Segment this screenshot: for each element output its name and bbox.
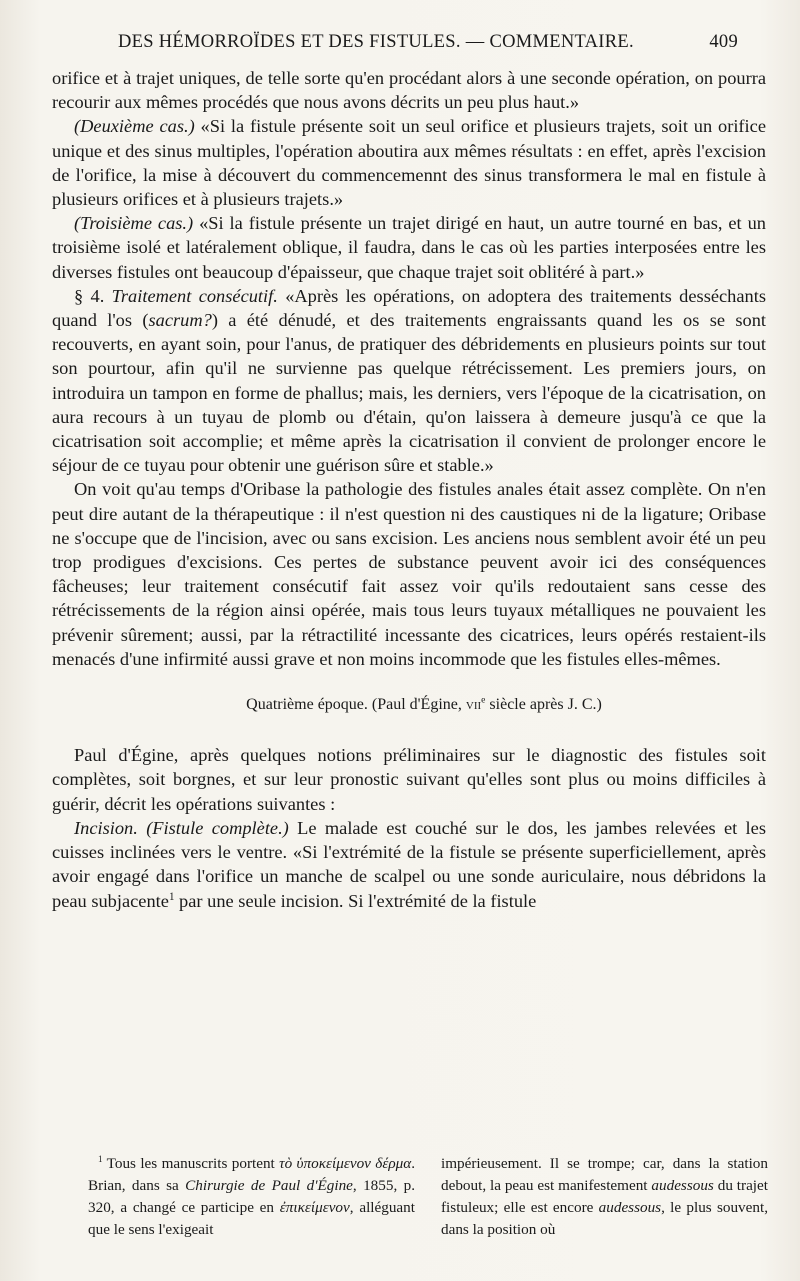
footnote-right-text-c: , le plus souvent, dans la position où <box>441 1199 768 1238</box>
case-2-label: (Deuxième cas.) <box>74 116 195 137</box>
footnote-column-right <box>441 1153 768 1241</box>
header-title: DES HÉMORROÏDES ET DES FISTULES. — COMMENTAIRE. <box>118 32 634 52</box>
paragraph-2 <box>52 114 766 211</box>
paragraph-7 <box>52 816 766 913</box>
paragraph-4-text-b: ) a été dénudé, et des traitements engraissants quand les os se sont recouverts, en ayant soin, pour l'anus, de pratiquer des débridements en plusieurs points sur tout son pourtour, afin qu'il ne survienne pas quelque rétrécissement. Les premiers jours, on introduira un tampon en forme de phallus; mais, les derniers, vers l'époque de la cicatrisation, on aura recours à un tuyau de plomb ou d'étain, qu'on laissera à demeure jusqu'à ce que la cicatrisation soit accomplie; et même après la cicatrisation il convient de prolonger encore le séjour de ce tuyau pour obtenir une guérison sûre et stable.» <box>52 310 766 476</box>
paragraph-7-text-a: Le malade est couché sur le dos, les jambes relevées et les cuisses inclinées vers le ventre. «Si l'extrémité de la fistule se présente superficiellement, après avoir engagé dans l'orifice un manche de scalpel ou une sonde auriculaire, nous débridons la peau subjacente <box>52 817 766 911</box>
footnote-1-text-d: , alléguant que le sens l'exigeait <box>88 1199 415 1238</box>
running-header <box>118 32 738 58</box>
sacrum-term: sacrum? <box>148 310 212 331</box>
footnote-number: 1 <box>98 1153 103 1164</box>
paragraph-3-text: «Si la fistule présente un trajet dirigé en haut, un autre tourné en bas, et un troisième isolé et latéralement oblique, il faudra, dans le cas où les parties interposées entre les diverses fistules ont beaucoup d'épaisseur, que chaque trajet soit oblitéré à part.» <box>52 213 766 282</box>
paragraph-5: On voit qu'au temps d'Oribase la pathologie des fistules anales était assez complète. On n'en peut dire autant de la thérapeutique : il n'est question ni des caustiques ni de la ligature; Oribase ne s'occupe que de l'incision, avec ou sans excision. Les anciens nous semblent avoir été un peu trop prodigues d'excisions. Ces pertes de substance peuvent avoir ici des conséquences fâcheuses; leur traitement consécutif fait assez voir qu'ils redoutaient sans cesse des rétrécissements de la région ainsi opérée, mais tous leurs tuyaux métalliques ne pouvaient les prévenir sûrement; aussi, par la rétractilité incessante des cicatrices, leurs opérés restaient-ils menacés d'une infirmité aussi grave et non moins incommode que les fistules elles-mêmes. <box>52 479 766 669</box>
page-number: 409 <box>709 32 738 52</box>
section-heading-b: siècle après J. C.) <box>485 696 602 714</box>
footnote-1-text-c: , 1855, p. 320, a changé ce participe en <box>88 1177 416 1216</box>
footnote-1-continued <box>441 1153 768 1241</box>
paragraph-4-text-a: «Après les opérations, on adoptera des traitements desséchants quand l'os ( <box>52 285 766 331</box>
footnote-column-left <box>88 1153 415 1241</box>
au-dessous-1: audessous <box>651 1177 714 1194</box>
book-title: Chirurgie de Paul d'Égine <box>185 1177 353 1194</box>
paragraph-6: Paul d'Égine, après quelques notions préliminaires sur le diagnostic des fistules soit complètes, soit borgnes, et sur leur pronostic suivant qu'elles sont plus ou moins difficiles à guérir, décrit les opérations suivantes : <box>52 745 766 814</box>
footnote-right-text-a: impérieusement. Il se trompe; car, dans la station debout, la peau est manifestement <box>441 1155 768 1194</box>
footnote-ref-1[interactable]: 1 <box>168 890 175 903</box>
paragraph-7-text-b: par une seule incision. Si l'extrémité de la fistule <box>174 890 537 911</box>
footnote-1-text-b: . Brian, dans sa <box>88 1155 416 1194</box>
footnote-1-text-a: Tous les manuscrits portent <box>102 1155 280 1172</box>
fistule-complete-label: (Fistule complète.) <box>146 817 289 838</box>
au-dessous-2: audessous <box>598 1199 662 1216</box>
greek-phrase-2: ἐπικείμενον <box>279 1199 350 1216</box>
paragraph-1: orifice et à trajet uniques, de telle sorte qu'en procédant alors à une seconde opération, on pourra recourir aux mêmes procédés que nous avons décrits un peu plus haut.» <box>52 68 766 113</box>
section-number: § 4. <box>74 285 105 306</box>
footnote-right-text-b: du trajet fistuleux; elle est encore <box>441 1177 768 1216</box>
footnote-1 <box>88 1153 415 1241</box>
paragraph-3 <box>52 211 766 284</box>
section-heading-century: vii <box>465 696 482 714</box>
incision-label: Incision. <box>74 817 138 838</box>
section-heading-a: Quatrième époque. (Paul d'Égine, <box>246 696 466 714</box>
greek-phrase-1: τὸ ὑποκείμενον δέρμα <box>279 1155 412 1172</box>
footnotes <box>88 1153 768 1241</box>
case-3-label: (Troisième cas.) <box>74 213 194 234</box>
main-text <box>52 66 766 913</box>
section-heading-sup: e <box>481 694 486 706</box>
paragraph-4 <box>52 284 766 478</box>
section-heading <box>52 693 766 717</box>
section-4-label: Traitement consécutif. <box>111 285 278 306</box>
paragraph-2-text: «Si la fistule présente soit un seul orifice et plusieurs trajets, soit un orifice unique et des sinus multiples, l'opération aboutira aux mêmes résultats : en effet, après l'excision de l'orifice, la mise à découvert du commencemennt des sinus transformera le mal en fistule à plusieurs orifices et à plusieurs trajets.» <box>52 116 766 210</box>
